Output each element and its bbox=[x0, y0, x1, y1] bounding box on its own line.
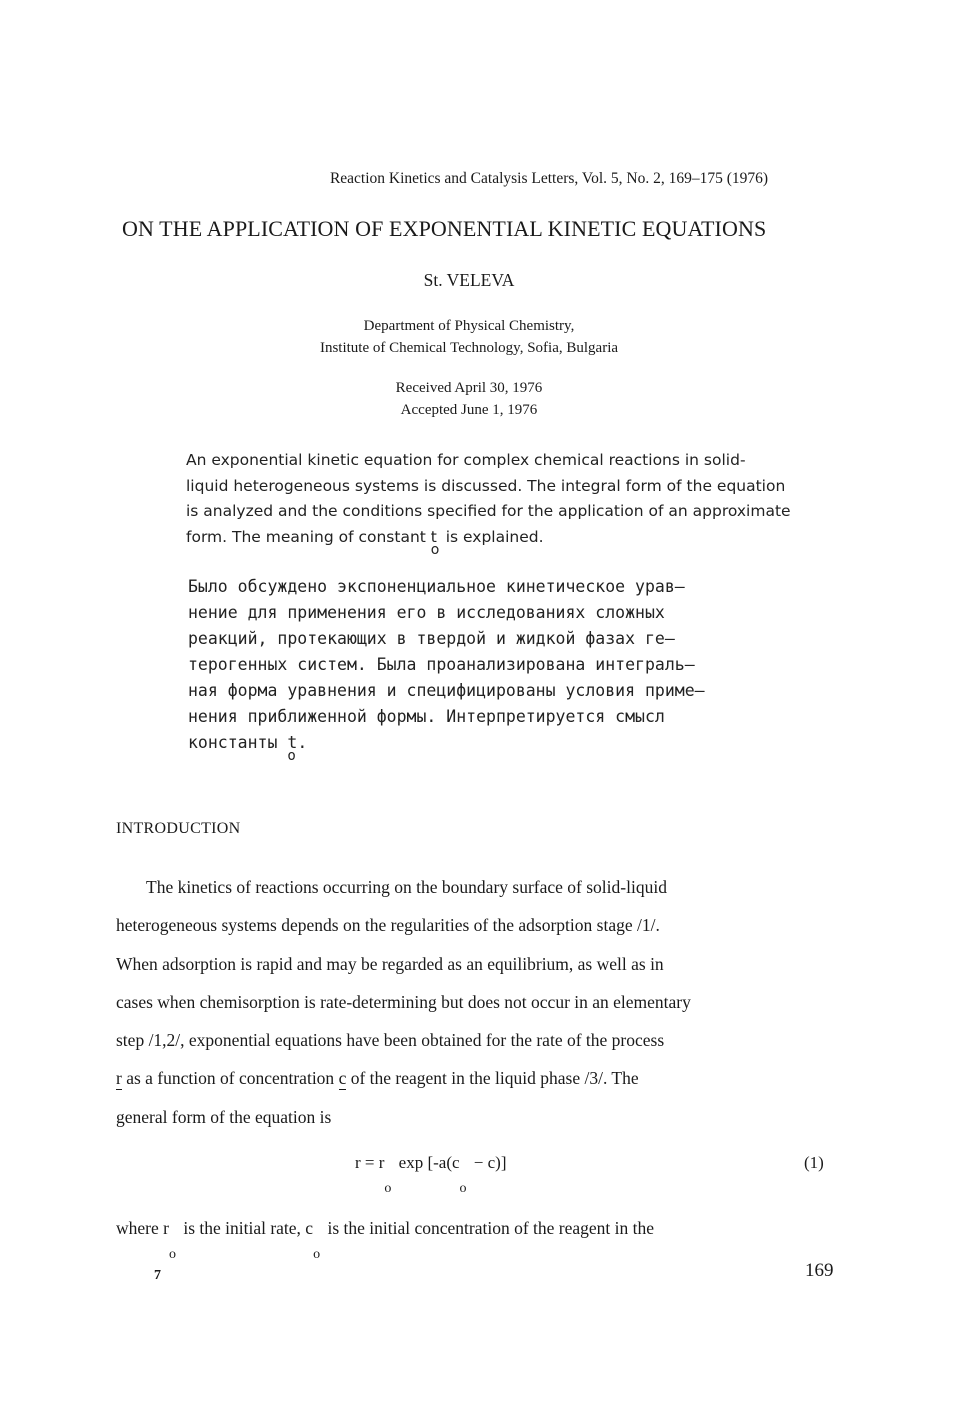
section-heading-introduction: INTRODUCTION bbox=[116, 820, 241, 837]
subscript-o: o bbox=[168, 1247, 176, 1262]
variable-t: t bbox=[287, 733, 298, 752]
variable-t: t bbox=[430, 527, 437, 546]
body-line: heterogeneous systems depends on the regularities of the adsorption stage /1/. bbox=[116, 915, 660, 936]
accepted-date: Accepted June 1, 1976 bbox=[400, 402, 538, 418]
institute-line: Institute of Chemical Technology, Sofia, Bulgaria bbox=[319, 340, 619, 356]
body-line: step /1,2/, exponential equations have been obtained for the rate of the process bbox=[116, 1030, 665, 1051]
equation-middle: exp [-a(c bbox=[394, 1153, 460, 1172]
paper-title: ON THE APPLICATION OF EXPONENTIAL KINETIC EQUATIONS bbox=[122, 216, 767, 241]
abstract-russian bbox=[188, 574, 868, 764]
signature-mark: 7 bbox=[154, 1268, 161, 1283]
abstract-english bbox=[186, 448, 876, 558]
body-line: general form of the equation is bbox=[116, 1106, 332, 1127]
body-line: The kinetics of reactions occurring on the boundary surface of solid-liquid bbox=[146, 877, 667, 897]
text-fragment: is the initial rate, c bbox=[178, 1218, 314, 1238]
department-line: Department of Physical Chemistry, bbox=[363, 318, 575, 334]
abstract-ru-line: терогенных систем. Была проанализирована интеграль– bbox=[188, 655, 695, 674]
where-line bbox=[116, 1218, 655, 1262]
abstract-ru-line: нения приближенной формы. Интерпретируется смысл bbox=[188, 707, 665, 726]
text-fragment: . bbox=[297, 733, 308, 752]
subscripted-variable bbox=[430, 525, 441, 558]
abstract-ru-line bbox=[188, 730, 868, 764]
author-name: St. VELEVA bbox=[423, 270, 515, 290]
introduction-body bbox=[116, 868, 836, 1136]
text-fragment: is the initial concentration of the reagent in the bbox=[323, 1218, 655, 1238]
text-fragment: of the reagent in the liquid phase /3/. The bbox=[346, 1068, 639, 1089]
received-date: Received April 30, 1976 bbox=[395, 380, 543, 396]
text-fragment: константы bbox=[188, 733, 288, 752]
text-fragment: form. The meaning of constant bbox=[186, 527, 431, 546]
page-number: 169 bbox=[805, 1260, 834, 1281]
abstract-en-line bbox=[186, 525, 876, 558]
subscript-o: o bbox=[430, 541, 440, 558]
abstract-ru-line: ная форма уравнения и специфицированы условия приме– bbox=[188, 681, 705, 700]
text-fragment: where r bbox=[116, 1218, 169, 1238]
abstract-ru-line: реакций, протекающих в твердой и жидкой фазах ге– bbox=[188, 629, 675, 648]
text-fragment: is explained. bbox=[440, 527, 544, 546]
text-fragment: as a function of concentration bbox=[121, 1068, 339, 1089]
underlined-variable-c: c bbox=[338, 1068, 347, 1089]
journal-citation: Reaction Kinetics and Catalysis Letters, Vol. 5, No. 2, 169–175 (1976) bbox=[329, 170, 769, 187]
body-line: When adsorption is rapid and may be regarded as an equilibrium, as well as in bbox=[116, 953, 664, 974]
body-line bbox=[116, 1059, 836, 1097]
submission-dates bbox=[0, 377, 938, 421]
abstract-ru-line: Было обсуждено экспоненциальное кинетическое урав– bbox=[188, 577, 685, 596]
abstract-en-line: liquid heterogeneous systems is discussed. The integral form of the equation bbox=[186, 476, 786, 495]
equation-lhs: r = r bbox=[355, 1153, 385, 1172]
subscript-o: o bbox=[313, 1247, 321, 1262]
subscript-o: o bbox=[459, 1181, 467, 1196]
affiliation bbox=[0, 315, 938, 359]
equation-rhs: − c)] bbox=[469, 1153, 507, 1172]
underlined-variable-r: r bbox=[116, 1068, 122, 1089]
equation-number: (1) bbox=[804, 1153, 824, 1172]
abstract-en-line: is analyzed and the conditions specified for the application of an approximate bbox=[186, 502, 791, 520]
subscript-o: o bbox=[384, 1181, 392, 1196]
subscripted-variable bbox=[287, 730, 298, 764]
abstract-en-line: An exponential kinetic equation for complex chemical reactions in solid- bbox=[186, 451, 746, 469]
body-line: cases when chemisorption is rate-determining but does not occur in an elementary bbox=[116, 991, 691, 1012]
subscript-o: o bbox=[287, 748, 296, 764]
abstract-ru-line: нение для применения его в исследованиях сложных bbox=[188, 603, 665, 622]
equation-1 bbox=[355, 1153, 507, 1196]
